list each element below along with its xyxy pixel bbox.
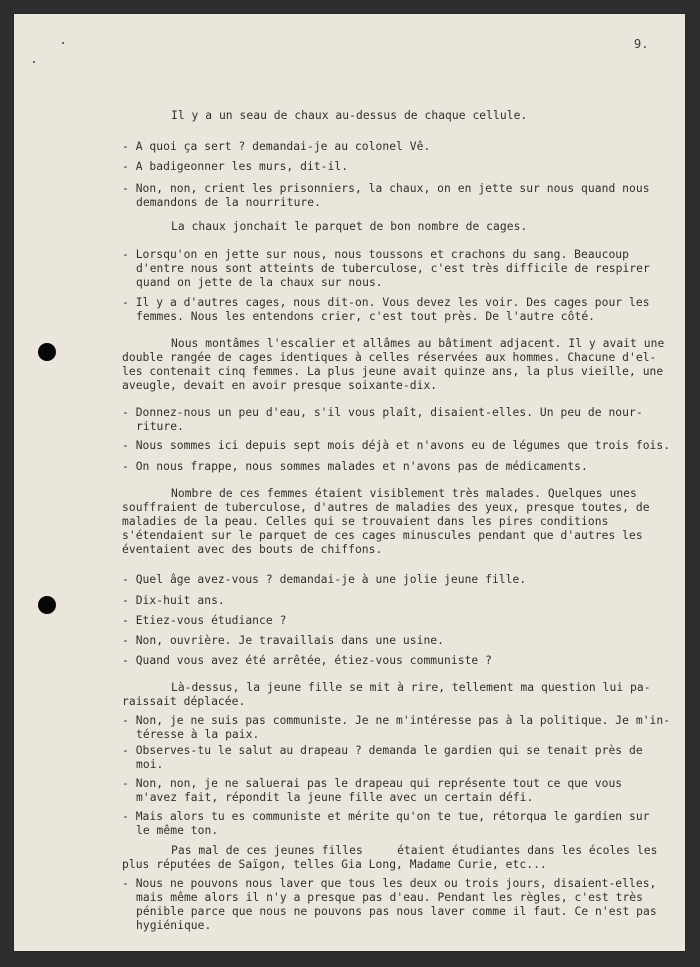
dialogue-line: moi. (136, 758, 164, 771)
dialogue-line: - Non, je ne suis pas communiste. Je ne m'intéresse pas à la politique. Je m'in- (122, 714, 671, 727)
paragraph-line: La chaux jonchait le parquet de bon nombre de cages. (171, 220, 528, 233)
paragraph-line: aveugle, devait en avoir presque soixante-dix. (122, 379, 438, 392)
dialogue-line: - Non, non, je ne saluerai pas le drapeau qui représente tout ce que vous (122, 777, 623, 790)
dialogue-line: riture. (136, 420, 184, 433)
binder-hole-bottom (38, 596, 56, 614)
dialogue-line: mais même alors il n'y a presque pas d'eau. Pendant les règles, c'est très (136, 891, 643, 904)
paragraph-line: Là-dessus, la jeune fille se mit à rire, tellement ma question lui pa- (171, 681, 651, 694)
dialogue-line: le même ton. (136, 824, 219, 837)
dialogue-line: - Dix-huit ans. (122, 594, 225, 607)
ink-speck (62, 42, 64, 44)
paragraph-line: plus réputées de Saïgon, telles Gia Long, Madame Curie, etc... (122, 858, 547, 871)
dialogue-line: femmes. Nous les entendons crier, c'est tout près. De l'autre côté. (136, 310, 596, 323)
dialogue-line: - Non, non, crient les prisonniers, la chaux, on en jette sur nous quand nous (122, 182, 650, 195)
paragraph-line: souffraient de tuberculose, d'autres de maladies des yeux, presque toutes, de (122, 501, 650, 514)
dialogue-line: quand on jette de la chaux sur nous. (136, 276, 383, 289)
dialogue-line: - On nous frappe, nous sommes malades et n'avons pas de médicaments. (122, 460, 588, 473)
paragraph-line: Pas mal de ces jeunes filles étaient étudiantes dans les écoles les (171, 844, 658, 857)
binder-hole-top (38, 343, 56, 361)
dialogue-line: - Quel âge avez-vous ? demandai-je à une jolie jeune fille. (122, 573, 527, 586)
dialogue-line: - Nous sommes ici depuis sept mois déjà et n'avons eu de légumes que trois fois. (122, 439, 671, 452)
paragraph-line: éventaient avec des bouts de chiffons. (122, 543, 383, 556)
dialogue-line: - A badigeonner les murs, dit-il. (122, 160, 349, 173)
dialogue-line: d'entre nous sont atteints de tuberculose, c'est très difficile de respirer (136, 262, 650, 275)
dialogue-line: - Quand vous avez été arrêtée, étiez-vous communiste ? (122, 654, 492, 667)
dialogue-line: - Mais alors tu es communiste et mérite qu'on te tue, rétorqua le gardien sur (122, 810, 650, 823)
dialogue-line: téresse à la paix. (136, 728, 260, 741)
dialogue-line: - Donnez-nous un peu d'eau, s'il vous plaît, disaient-elles. Un peu de nour- (122, 406, 643, 419)
dialogue-line: - Nous ne pouvons nous laver que tous les deux ou trois jours, disaient-elles, (122, 877, 657, 890)
dialogue-line: - Il y a d'autres cages, nous dit-on. Vous devez les voir. Des cages pour les (122, 296, 650, 309)
page-number: 9. (634, 37, 649, 51)
dialogue-line: - Lorsqu'on en jette sur nous, nous toussons et crachons du sang. Beaucoup (122, 248, 629, 261)
paragraph-line: Il y a un seau de chaux au-dessus de chaque cellule. (171, 109, 528, 122)
dialogue-line: - A quoi ça sert ? demandai-je au colonel Vê. (122, 140, 431, 153)
paragraph-line: Nombre de ces femmes étaient visiblement très malades. Quelques unes (171, 487, 637, 500)
paragraph-line: double rangée de cages identiques à celles réservées aux hommes. Chacune d'el- (122, 351, 657, 364)
dialogue-line: - Observes-tu le salut au drapeau ? demanda le gardien qui se tenait près de (122, 744, 643, 757)
dialogue-line: - Non, ouvrière. Je travaillais dans une usine. (122, 634, 445, 647)
paragraph-line: maladies de la peau. Celles qui se trouvaient dans les pires conditions (122, 515, 609, 528)
dialogue-line: - Etiez-vous étudiance ? (122, 614, 287, 627)
dialogue-line: m'avez fait, répondit la jeune fille avec un certain défi. (136, 791, 534, 804)
ink-speck (33, 61, 35, 63)
paragraph-line: raissait déplacée. (122, 695, 246, 708)
dialogue-line: pénible parce que nous ne pouvons pas nous laver comme il faut. Ce n'est pas (136, 905, 657, 918)
paragraph-line: les contenait cinq femmes. La plus jeune avait quinze ans, la plus vieille, une (122, 365, 664, 378)
document-page (14, 14, 685, 951)
dialogue-line: demandons de la nourriture. (136, 196, 321, 209)
paragraph-line: Nous montâmes l'escalier et allâmes au bâtiment adjacent. Il y avait une (171, 337, 665, 350)
paragraph-line: s'étendaient sur le parquet de ces cages minuscules pendant que d'autres les (122, 529, 643, 542)
dialogue-line: hygiénique. (136, 919, 212, 932)
